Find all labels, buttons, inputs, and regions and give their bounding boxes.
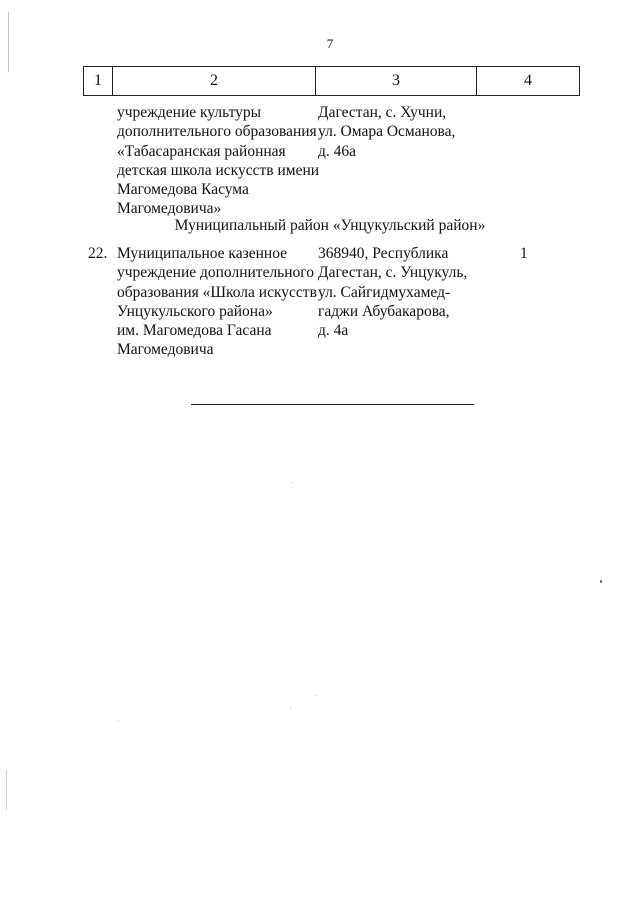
- text-line: ул. Сайгидмухамед-: [318, 283, 451, 301]
- institution-address: [318, 244, 467, 340]
- text-line: учреждение дополнительного: [117, 264, 315, 282]
- quantity-value: 1: [520, 245, 528, 262]
- scan-speck: [292, 482, 293, 483]
- scan-speck: [118, 720, 119, 721]
- column-header-3: 3: [316, 67, 477, 96]
- continued-institution-name: [117, 103, 319, 219]
- text-line: д. 4а: [318, 322, 349, 340]
- scan-edge-mark: [6, 770, 7, 810]
- text-line: Дагестан, с. Унцукуль,: [318, 264, 468, 282]
- institution-name: [117, 244, 317, 360]
- column-header-2: 2: [113, 67, 316, 96]
- text-line: дополнительного образования: [117, 123, 317, 141]
- text-line: образования «Школа искусств: [117, 283, 317, 301]
- section-title: Муниципальный район «Унцукульский район»: [174, 217, 486, 234]
- column-header-4: 4: [477, 67, 580, 96]
- text-line: Магомедовича»: [117, 200, 222, 218]
- text-line: им. Магомедова Гасана: [117, 322, 272, 340]
- scan-speck: [600, 580, 602, 583]
- text-line: 368940, Республика: [318, 245, 449, 262]
- text-line: детская школа искусств имени: [117, 161, 320, 179]
- text-line: Магомедовича: [117, 341, 214, 359]
- page-number: 7: [326, 36, 334, 51]
- column-header-1: 1: [84, 67, 113, 96]
- text-line: ул. Омара Османова,: [318, 123, 456, 141]
- text-line: Дагестан, с. Хучни,: [318, 104, 447, 121]
- text-line: Унцукульского района»: [117, 302, 273, 320]
- text-line: учреждение культуры: [117, 104, 262, 121]
- end-of-document-rule: [191, 404, 474, 405]
- scan-edge-mark: [8, 12, 9, 72]
- continued-address: [318, 103, 455, 161]
- column-number-header: [83, 66, 580, 96]
- scan-speck: [290, 708, 291, 709]
- row-number: 22.: [88, 245, 108, 262]
- text-line: гаджи Абубакарова,: [318, 302, 450, 320]
- text-line: д. 46а: [318, 142, 357, 160]
- scan-speck: [316, 695, 317, 696]
- text-line: Муниципальное казенное: [117, 245, 288, 262]
- text-line: Магомедова Касума: [117, 181, 249, 199]
- text-line: «Табасаранская районная: [117, 142, 286, 160]
